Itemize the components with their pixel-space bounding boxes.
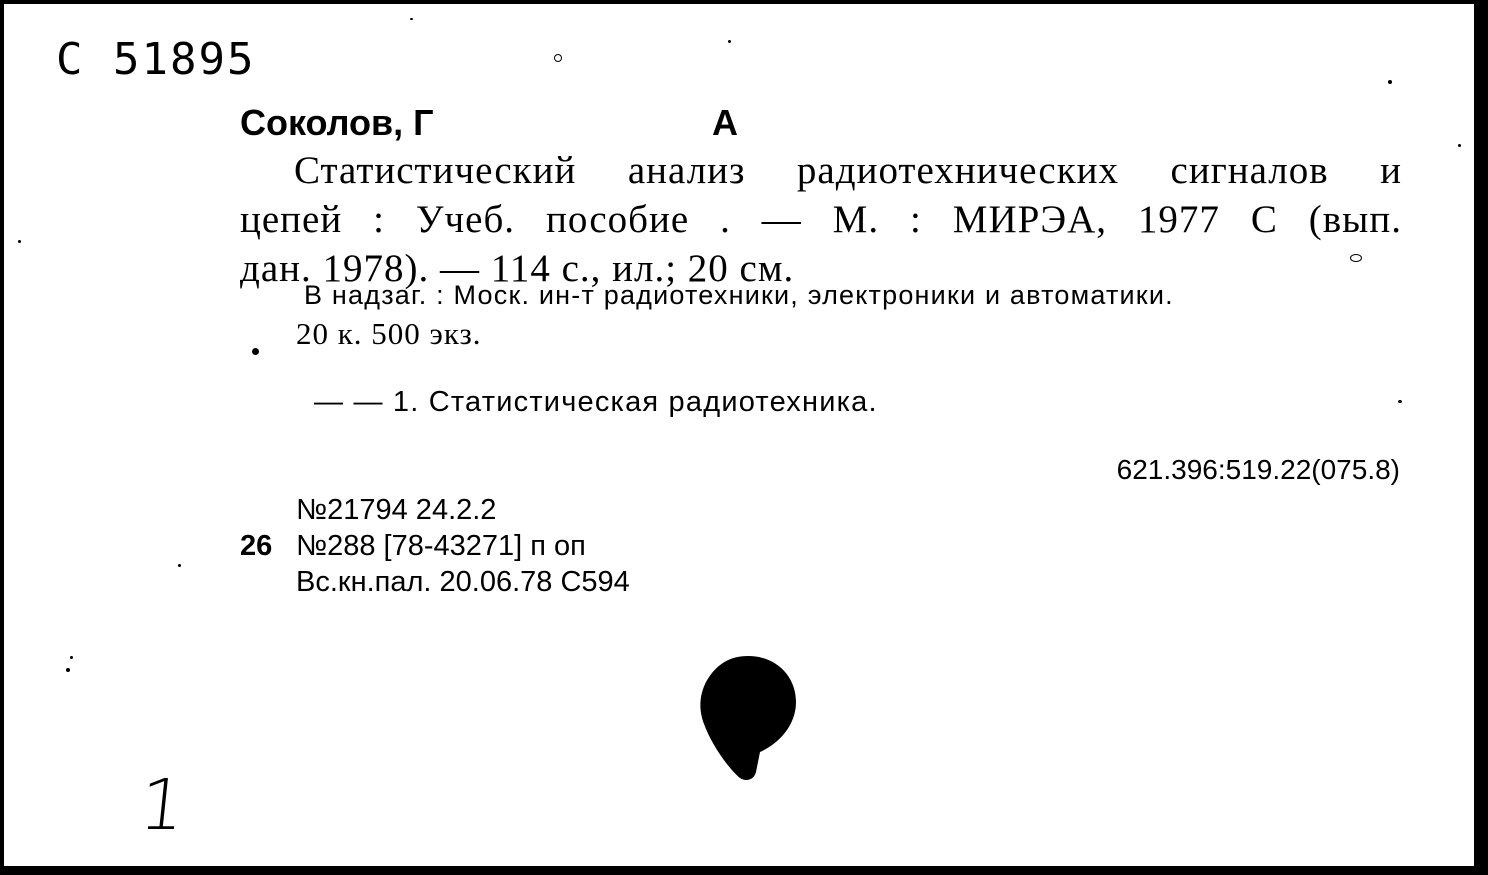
- speck-dot: [70, 656, 73, 659]
- title-line: цепей : Учеб. пособие . — М. : МИРЭА, 1977 С (вып.: [240, 198, 1402, 241]
- author-initial: А: [712, 102, 738, 143]
- speck-dot: [252, 348, 259, 355]
- price-and-print-run: 20 к. 500 экз.: [296, 316, 482, 351]
- handwritten-mark: 1: [135, 764, 189, 846]
- speck-dot: [554, 54, 562, 62]
- call-number: С 51895: [56, 34, 256, 85]
- sheet-number: 26: [240, 530, 273, 562]
- speck-dot: [728, 40, 731, 43]
- speck-dot: [1350, 254, 1362, 262]
- author-name: Соколов, Г: [240, 102, 434, 143]
- speck-dot: [18, 240, 21, 243]
- title-line: Статистический анализ радиотехнических сигналов и: [294, 149, 1402, 192]
- speck-dot: [410, 18, 413, 20]
- registration-line: Вс.кн.пал. 20.06.78 С594: [296, 566, 630, 598]
- udc-classification: 621.396:519.22(075.8): [1116, 454, 1400, 485]
- title-line: дан. 1978). — 114 с., ил.; 20 см.: [240, 247, 795, 290]
- catalog-card: [4, 4, 1474, 866]
- header-note: В надзаг. : Моск. ин-т радиотехники, электроники и автоматики.: [304, 280, 1174, 310]
- speck-dot: [1388, 80, 1392, 84]
- registration-line: №288 [78-43271] п оп: [296, 530, 586, 562]
- bibliographic-description: [240, 146, 1402, 293]
- punch-hole-icon: [698, 654, 798, 784]
- speck-dot: [1398, 400, 1402, 403]
- speck-dot: [66, 668, 70, 672]
- speck-dot: [1458, 144, 1461, 147]
- registration-line: №21794 24.2.2: [296, 494, 497, 526]
- subject-heading: — — 1. Статистическая радиотехника.: [314, 386, 878, 418]
- speck-dot: [178, 564, 181, 567]
